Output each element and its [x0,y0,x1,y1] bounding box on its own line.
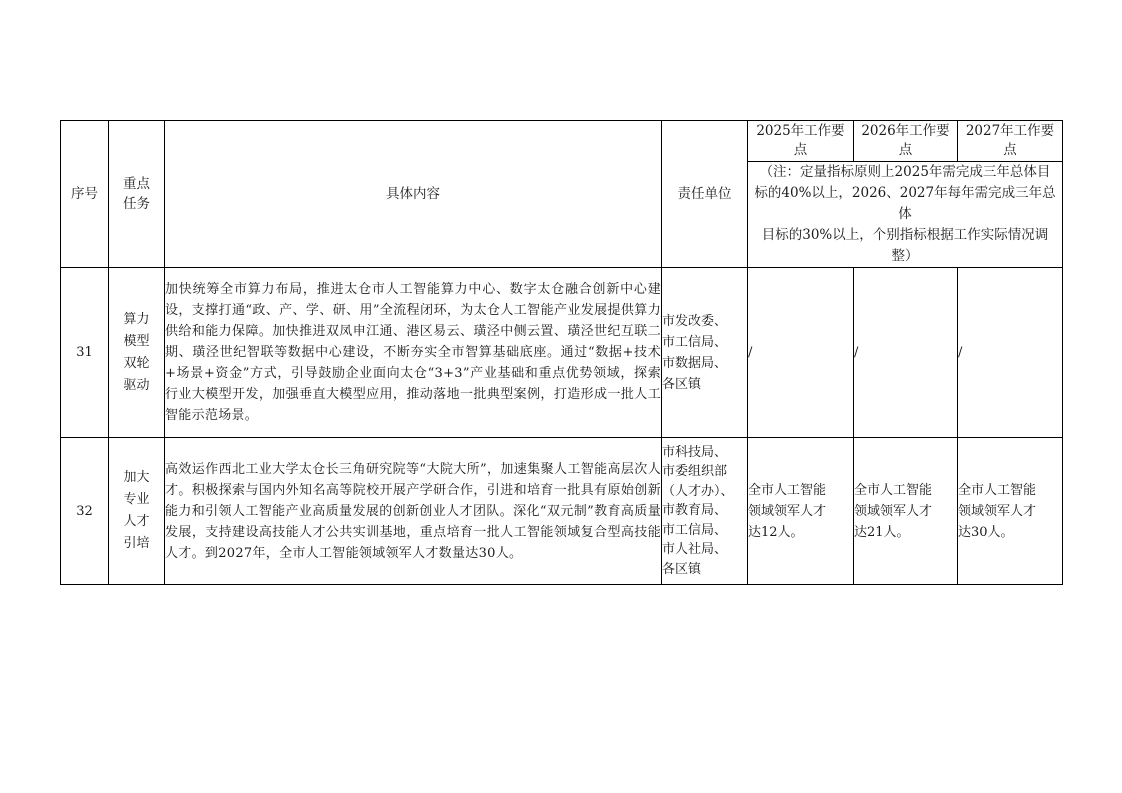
header-content: 具体内容 [165,121,662,268]
header-note [748,162,1063,268]
header-task-line: 任务 [123,196,150,212]
goal-line: 领域领军人才 [854,503,933,519]
row-task [109,268,165,438]
row-resp-line: 市科技局、 [662,444,728,460]
header-note-line: 整） [891,248,919,264]
goal-line: 领域领军人才 [958,503,1037,519]
row-task-line: 加大 [123,470,150,485]
goal-line: 全市人工智能 [854,482,933,498]
row-content: 加快统筹全市算力布局，推进太仓市人工智能算力中心、数字太仓融合创新中心建设，支撑打通“政、产、学、研、用”全流程闭环，为太仓人工智能产业发展提供算力供给和能力保障。加快推进双凤申江通、港区易云、璜泾中侧云置、璜泾世纪互联二期、璜泾世纪智联等数据中心建设，不断夯实全市智算基础底座。通过“数据+技术+场景+资金”方式，引导鼓励企业面向太仓“3+3”产业基础和重点优势领域，探索行业大模型开发，加强垂直大模型应用，推动落地一批典型案例，打造形成一批人工智能示范场景。 [165,268,662,438]
goal-line: 领域领军人才 [748,503,827,519]
row-responsible-unit [662,438,748,585]
work-plan-table [60,120,1063,585]
header-2027-line: 点 [1003,142,1017,158]
row-task-line: 双轮 [123,355,150,371]
row-resp-line: 市人社局、 [662,542,728,558]
row-number: 31 [61,268,109,438]
row-2027-goal: / [958,268,1063,438]
row-resp-line: 市数据局、 [662,355,728,371]
header-row [61,121,1063,162]
goal-line: 达30人。 [958,524,1014,540]
row-resp-line: 市工信局、 [662,334,728,350]
row-responsible-unit [662,268,748,438]
row-2027-goal [958,438,1063,585]
row-resp-line: 市委组织部 [662,464,728,480]
row-2025-goal [748,438,854,585]
header-2025 [748,121,854,162]
row-resp-line: （人才办）、 [662,483,734,499]
header-2026-line: 点 [898,142,913,158]
header-task [109,121,165,268]
table-row [61,438,1063,585]
goal-line: 达12人。 [748,524,804,540]
header-2026 [854,121,958,162]
header-note-line: 目标的30%以上，个别指标根据工作实际情况调 [761,227,1049,243]
row-task-line: 算力 [123,311,150,327]
row-task-line: 人才 [123,514,150,529]
header-seq: 序号 [61,121,109,268]
row-number: 32 [61,438,109,585]
row-2025-goal: / [748,268,854,438]
header-2026-line: 2026年工作要 [861,123,950,139]
row-2026-goal: / [854,268,958,438]
row-resp-line: 市发改委、 [662,313,728,329]
row-resp-line: 各区镇 [662,376,702,392]
row-resp-line: 各区镇 [662,561,702,577]
header-note-line: （注：定量指标原则上2025年需完成三年总体目 [759,164,1051,180]
row-task-line: 专业 [123,492,150,507]
row-task-line: 驱动 [123,377,150,393]
row-resp-line: 市工信局、 [662,522,728,538]
header-note-line: 标的40%以上，2026、2027年每年需完成三年总体 [754,185,1056,222]
row-task-line: 引培 [123,536,150,551]
table-row [61,268,1063,438]
header-task-line: 重点 [123,176,150,192]
row-resp-line: 市教育局、 [662,503,728,519]
goal-line: 达21人。 [854,524,910,540]
goal-line: 全市人工智能 [748,482,827,498]
header-responsible-unit: 责任单位 [662,121,748,268]
row-task-line: 模型 [123,333,150,349]
goal-line: 全市人工智能 [958,482,1037,498]
row-2026-goal [854,438,958,585]
header-2025-line: 2025年工作要 [756,123,845,139]
row-task [109,438,165,585]
header-2027 [958,121,1063,162]
header-2027-line: 2027年工作要 [965,123,1055,139]
row-content: 高效运作西北工业大学太仓长三角研究院等“大院大所”，加速集聚人工智能高层次人才。积极探索与国内外知名高等院校开展产学研合作，引进和培育一批具有原始创新能力和引领人工智能产业高质量发展的创新创业人才团队。深化“双元制”教育高质量发展，支持建设高技能人才公共实训基地，重点培育一批人工智能领域复合型高技能人才。到2027年，全市人工智能领域领军人才数量达30人。 [165,438,662,585]
header-2025-line: 点 [793,142,808,158]
